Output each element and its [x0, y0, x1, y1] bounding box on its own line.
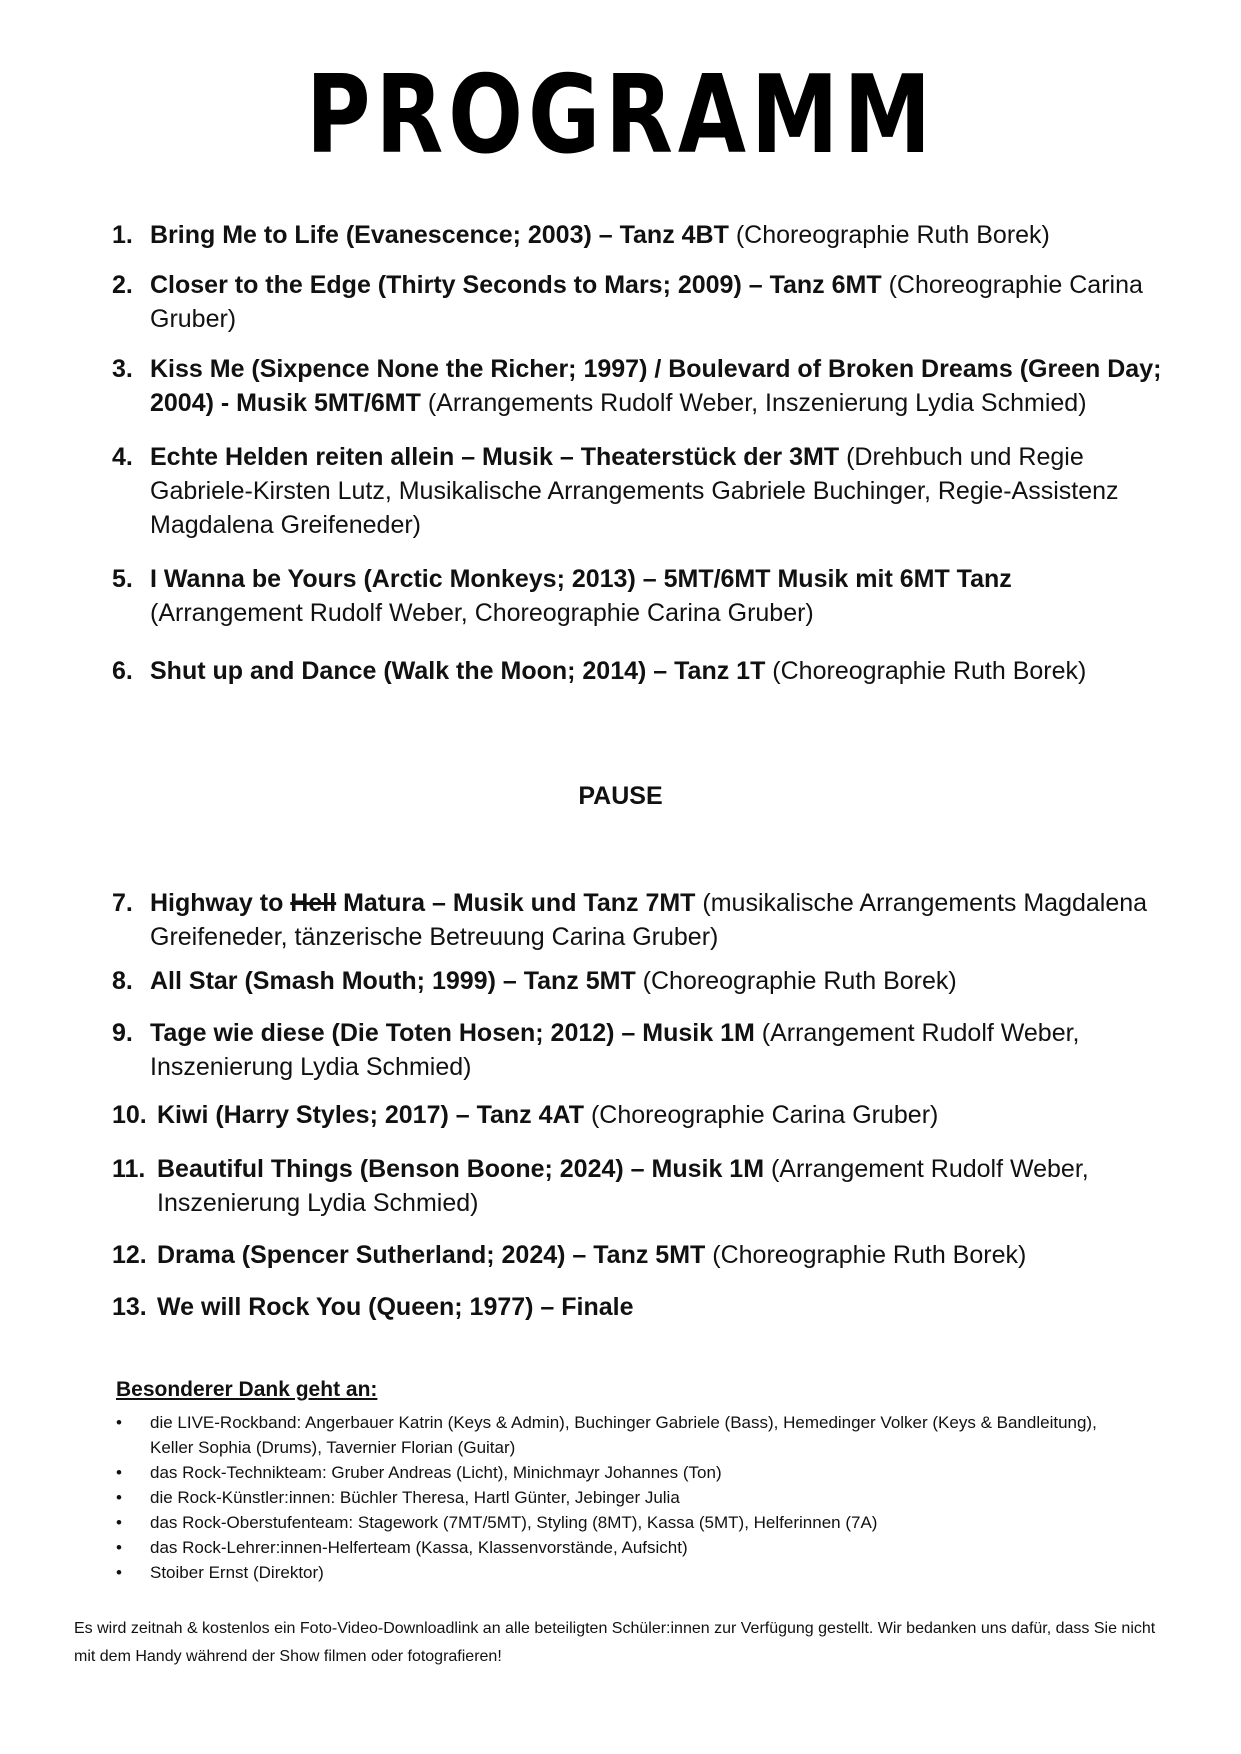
item-number: 2. — [112, 271, 133, 299]
list-item — [112, 654, 1162, 688]
item-credits: (Choreographie Carina Gruber) — [150, 271, 1143, 333]
list-item — [112, 1098, 1162, 1132]
item-title: Closer to the Edge (Thirty Seconds to Mars; 2009) – Tanz 6MT — [150, 271, 882, 299]
item-number: 4. — [112, 443, 133, 471]
thanks-entry — [116, 1510, 1136, 1535]
list-item — [112, 1238, 1162, 1272]
item-number: 6. — [112, 657, 133, 685]
item-credits: (Choreographie Ruth Borek) — [728, 221, 1050, 249]
bullet-icon: • — [116, 1513, 122, 1532]
program-list-part1 — [112, 218, 1162, 688]
list-item — [112, 1152, 1162, 1220]
thanks-entry — [116, 1535, 1136, 1560]
item-title: All Star (Smash Mouth; 1999) – Tanz 5MT — [150, 967, 636, 995]
item-title: Drama (Spencer Sutherland; 2024) – Tanz 5MT — [157, 1241, 706, 1269]
item-title: Shut up and Dance (Walk the Moon; 2014) – Tanz 1T — [150, 657, 766, 685]
item-title-part: Highway to — [150, 889, 291, 917]
thanks-title: Besonderer Dank geht an: — [116, 1378, 378, 1401]
bullet-icon: • — [116, 1463, 122, 1482]
item-number: 12. — [112, 1241, 147, 1269]
item-title: Beautiful Things (Benson Boone; 2024) – Musik 1M — [157, 1155, 765, 1183]
item-number: 1. — [112, 221, 133, 249]
item-title: Bring Me to Life (Evanescence; 2003) – Tanz 4BT — [150, 221, 729, 249]
thanks-text: Stoiber Ernst (Direktor) — [150, 1563, 324, 1582]
bullet-icon: • — [116, 1413, 122, 1432]
item-credits: (musikalische Arrangements Magdalena Greifeneder, tänzerische Betreuung Carina Gruber) — [150, 889, 1148, 951]
thanks-entry — [116, 1410, 1136, 1460]
thanks-entry — [116, 1485, 1136, 1510]
list-item — [112, 440, 1162, 542]
list-item — [112, 562, 1162, 630]
item-credits: (Arrangement Rudolf Weber, Inszenierung Lydia Schmied) — [150, 1019, 1080, 1081]
list-item — [112, 1290, 1162, 1324]
thanks-text: die LIVE-Rockband: Angerbauer Katrin (Keys & Admin), Buchinger Gabriele (Bass), Hemedinger Volker (Keys & Bandleitung), Keller Sophia (Drums), Tavernier Florian (Guitar) — [150, 1413, 1097, 1457]
item-credits: (Arrangement Rudolf Weber, Choreographie Carina Gruber) — [150, 599, 814, 627]
thanks-entry — [116, 1460, 1136, 1485]
pause-heading: PAUSE — [578, 782, 663, 810]
title-logo — [0, 53, 1241, 178]
title-svg — [301, 53, 941, 178]
item-title: I Wanna be Yours (Arctic Monkeys; 2013) – 5MT/6MT Musik mit 6MT Tanz — [150, 565, 1012, 593]
item-number: 10. — [112, 1101, 147, 1129]
item-credits: (Drehbuch und Regie Gabriele-Kirsten Lutz, Musikalische Arrangements Gabriele Buchinger, Regie-Assistenz Magdalena Greifeneder) — [150, 443, 1119, 539]
page-title: PROGRAMM — [305, 53, 936, 178]
item-title-part: Matura – Musik und Tanz 7MT — [336, 889, 696, 917]
thanks-section — [116, 1378, 1136, 1585]
bullet-icon: • — [116, 1488, 122, 1507]
bullet-icon: • — [116, 1538, 122, 1557]
thanks-text: das Rock-Oberstufenteam: Stagework (7MT/5MT), Styling (8MT), Kassa (5MT), Helferinnen (7A) — [150, 1513, 878, 1532]
list-item — [112, 964, 1162, 998]
item-credits: (Arrangement Rudolf Weber, Inszenierung Lydia Schmied) — [157, 1155, 1089, 1217]
footer-note: Es wird zeitnah & kostenlos ein Foto-Video-Downloadlink an alle beteiligten Schüler:innen zur Verfügung gestellt. Wir bedanken uns dafür, dass Sie nicht mit dem Handy während der Show filmen oder fotografieren! — [74, 1620, 1156, 1665]
item-title: We will Rock You (Queen; 1977) – Finale — [157, 1293, 634, 1321]
bullet-icon: • — [116, 1563, 122, 1582]
item-title: Kiwi (Harry Styles; 2017) – Tanz 4AT — [157, 1101, 585, 1129]
list-item — [112, 268, 1162, 336]
thanks-text: das Rock-Technikteam: Gruber Andreas (Licht), Minichmayr Johannes (Ton) — [150, 1463, 722, 1482]
struck-word: Hell — [290, 889, 337, 917]
item-credits: (Arrangements Rudolf Weber, Inszenierung Lydia Schmied) — [420, 389, 1087, 417]
item-title: Tage wie diese (Die Toten Hosen; 2012) – Musik 1M — [150, 1019, 755, 1047]
item-number: 7. — [112, 889, 133, 917]
thanks-entry — [116, 1560, 1136, 1585]
item-number: 13. — [112, 1293, 147, 1321]
thanks-list — [116, 1410, 1136, 1585]
program-list-part2 — [112, 886, 1162, 1324]
item-number: 9. — [112, 1019, 133, 1047]
item-title: Kiss Me (Sixpence None the Richer; 1997) / Boulevard of Broken Dreams (Green Day; 2004) - Musik 5MT/6MT — [150, 355, 1162, 417]
item-number: 8. — [112, 967, 133, 995]
list-item — [112, 1016, 1162, 1084]
item-title: Echte Helden reiten allein – Musik – Theaterstück der 3MT — [150, 443, 840, 471]
item-number: 11. — [112, 1155, 146, 1183]
item-credits: (Choreographie Carina Gruber) — [584, 1101, 939, 1129]
item-number: 3. — [112, 355, 133, 383]
item-credits: (Choreographie Ruth Borek) — [765, 657, 1087, 685]
item-number: 5. — [112, 565, 133, 593]
list-item — [112, 352, 1162, 420]
list-item — [112, 886, 1162, 954]
list-item — [112, 218, 1162, 252]
item-credits: (Choreographie Ruth Borek) — [635, 967, 957, 995]
thanks-text: die Rock-Künstler:innen: Büchler Theresa, Hartl Günter, Jebinger Julia — [150, 1488, 680, 1507]
thanks-text: das Rock-Lehrer:innen-Helferteam (Kassa, Klassenvorstände, Aufsicht) — [150, 1538, 688, 1557]
item-credits: (Choreographie Ruth Borek) — [705, 1241, 1027, 1269]
